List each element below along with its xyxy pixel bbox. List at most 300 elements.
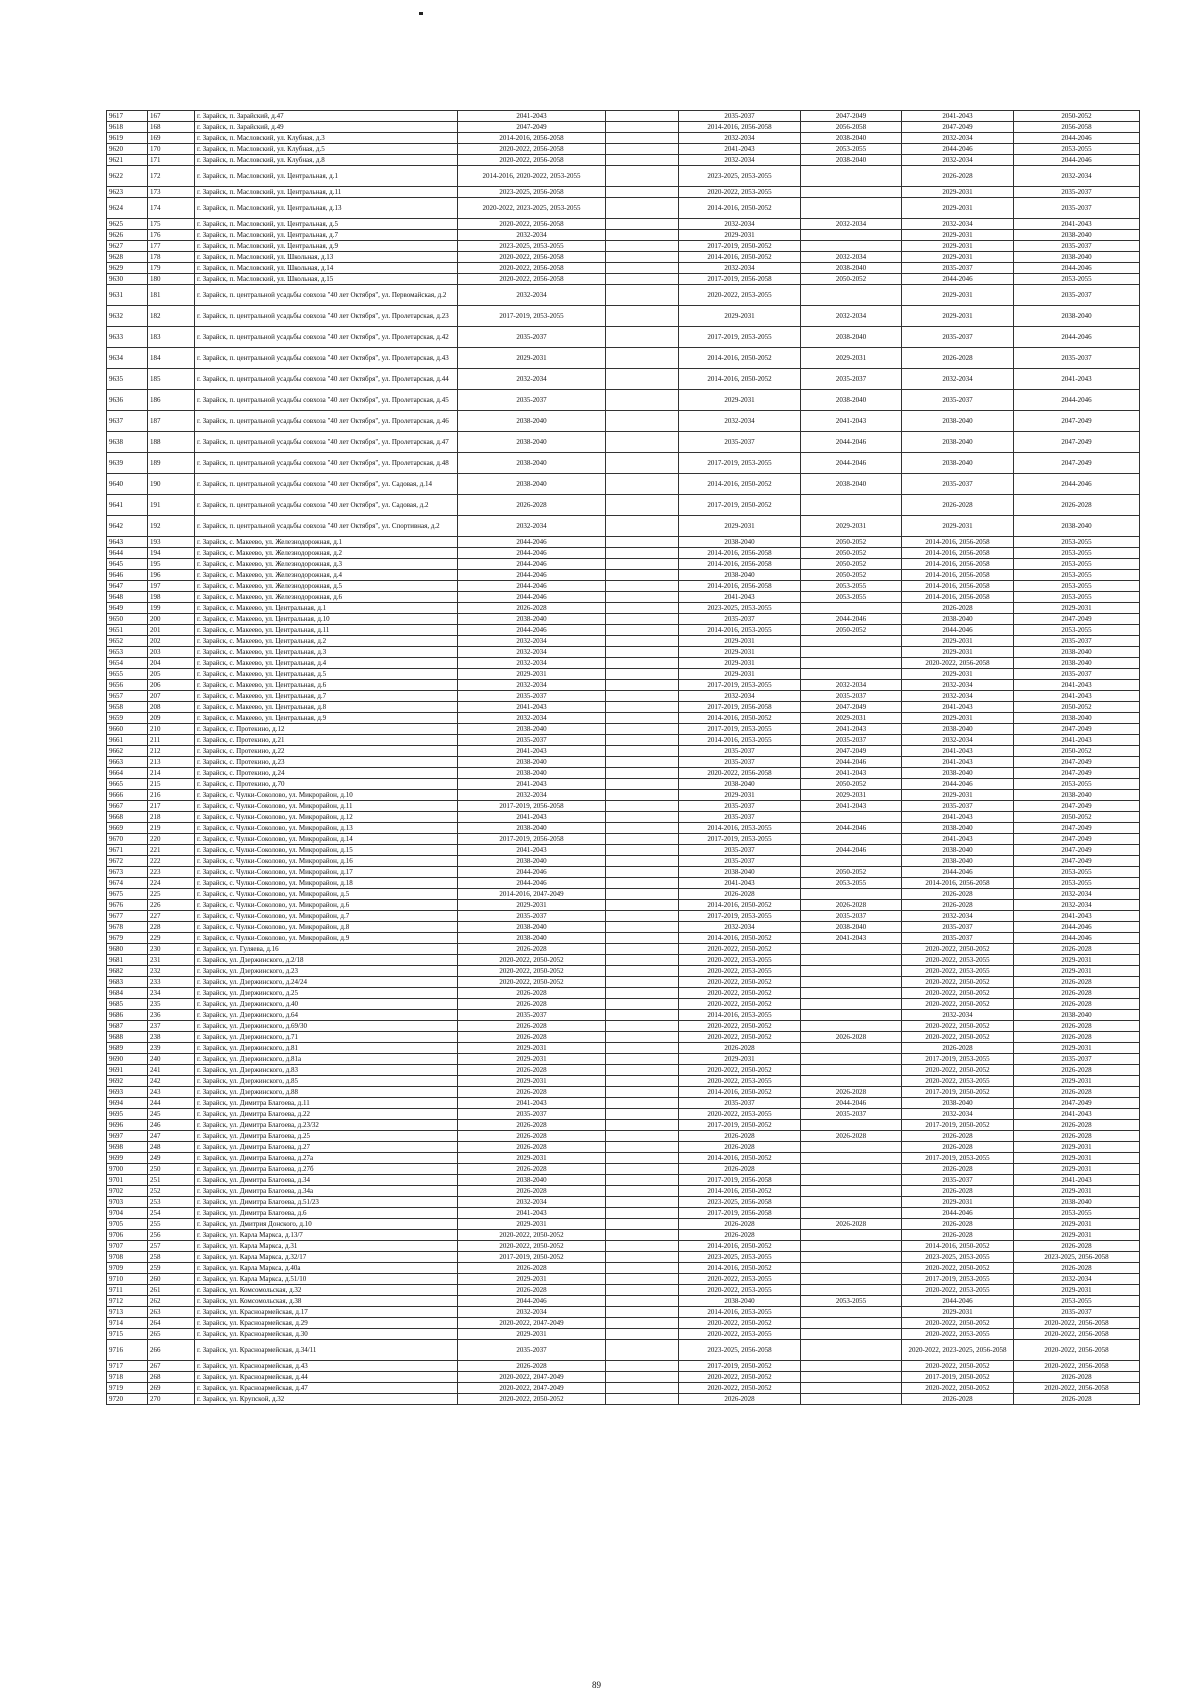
cell-period-col-6: 2038-2040	[1014, 790, 1140, 801]
cell-period-col-2	[606, 1043, 679, 1054]
cell-period-col-1: 2038-2040	[458, 823, 606, 834]
cell-period-col-6: 2029-2031	[1014, 1164, 1140, 1175]
cell-item-number: 185	[148, 369, 195, 390]
cell-item-number: 190	[148, 474, 195, 495]
cell-period-col-2	[606, 911, 679, 922]
cell-period-col-1: 2038-2040	[458, 432, 606, 453]
cell-item-number: 268	[148, 1372, 195, 1383]
cell-period-col-3: 2017-2019, 2056-2058	[679, 1175, 801, 1186]
cell-period-col-3: 2035-2037	[679, 812, 801, 823]
cell-period-col-1: 2026-2028	[458, 1021, 606, 1032]
cell-address: г. Зарайск, ул. Дзержинского, д.88	[195, 1087, 458, 1098]
cell-period-col-2	[606, 1208, 679, 1219]
cell-period-col-1: 2035-2037	[458, 1010, 606, 1021]
cell-period-col-2	[606, 658, 679, 669]
cell-item-number: 188	[148, 432, 195, 453]
cell-period-col-4: 2047-2049	[801, 111, 902, 122]
cell-period-col-2	[606, 636, 679, 647]
cell-item-number: 210	[148, 724, 195, 735]
cell-address: г. Зарайск, с. Макеево, ул. Центральная, д.5	[195, 669, 458, 680]
cell-period-col-3: 2035-2037	[679, 845, 801, 856]
cell-item-number: 209	[148, 713, 195, 724]
cell-period-col-6: 2047-2049	[1014, 614, 1140, 625]
table-row	[107, 823, 1140, 834]
cell-period-col-5: 2032-2034	[902, 133, 1014, 144]
cell-period-col-3: 2014-2016, 2050-2052	[679, 369, 801, 390]
cell-period-col-5: 2020-2022, 2056-2058	[902, 658, 1014, 669]
cell-period-col-1: 2026-2028	[458, 1131, 606, 1142]
cell-period-col-6: 2044-2046	[1014, 327, 1140, 348]
cell-period-col-2	[606, 1032, 679, 1043]
cell-period-col-5: 2017-2019, 2050-2052	[902, 1372, 1014, 1383]
table-row	[107, 1186, 1140, 1197]
table-row	[107, 713, 1140, 724]
cell-period-col-4	[801, 1361, 902, 1372]
cell-row-number: 9670	[107, 834, 148, 845]
cell-address: г. Зарайск, ул. Димитра Благоева, д.23/32	[195, 1120, 458, 1131]
cell-period-col-1: 2038-2040	[458, 856, 606, 867]
cell-period-col-4: 2050-2052	[801, 559, 902, 570]
cell-address: г. Зарайск, ул. Димитра Благоева, д.11	[195, 1098, 458, 1109]
cell-address: г. Зарайск, с. Макеево, ул. Центральная, д.2	[195, 636, 458, 647]
cell-address: г. Зарайск, с. Чулки-Соколово, ул. Микрорайон, д.16	[195, 856, 458, 867]
cell-period-col-4	[801, 647, 902, 658]
cell-period-col-5: 2026-2028	[902, 889, 1014, 900]
cell-period-col-5: 2020-2022, 2050-2052	[902, 977, 1014, 988]
cell-period-col-3: 2017-2019, 2053-2055	[679, 453, 801, 474]
cell-period-col-2	[606, 966, 679, 977]
cell-period-col-1: 2014-2016, 2047-2049	[458, 889, 606, 900]
cell-period-col-2	[606, 603, 679, 614]
cell-row-number: 9708	[107, 1252, 148, 1263]
cell-period-col-2	[606, 570, 679, 581]
cell-period-col-1: 2029-2031	[458, 348, 606, 369]
cell-period-col-3: 2035-2037	[679, 746, 801, 757]
cell-period-col-3: 2038-2040	[679, 537, 801, 548]
cell-period-col-5: 2026-2028	[902, 495, 1014, 516]
cell-period-col-6: 2050-2052	[1014, 702, 1140, 713]
cell-address: г. Зарайск, п. Масловский, ул. Школьная, д.14	[195, 263, 458, 274]
cell-period-col-4: 2044-2046	[801, 1098, 902, 1109]
table-row	[107, 1098, 1140, 1109]
cell-period-col-5: 2032-2034	[902, 911, 1014, 922]
cell-period-col-3: 2014-2016, 2050-2052	[679, 1241, 801, 1252]
cell-row-number: 9692	[107, 1076, 148, 1087]
cell-row-number: 9637	[107, 411, 148, 432]
cell-row-number: 9716	[107, 1340, 148, 1361]
cell-period-col-2	[606, 1296, 679, 1307]
cell-period-col-3: 2020-2022, 2050-2052	[679, 1318, 801, 1329]
cell-period-col-2	[606, 348, 679, 369]
cell-period-col-5: 2017-2019, 2050-2052	[902, 1120, 1014, 1131]
cell-period-col-5: 2038-2040	[902, 453, 1014, 474]
cell-period-col-6: 2029-2031	[1014, 1076, 1140, 1087]
cell-row-number: 9632	[107, 306, 148, 327]
cell-period-col-1: 2026-2028	[458, 495, 606, 516]
cell-item-number: 222	[148, 856, 195, 867]
cell-period-col-2	[606, 691, 679, 702]
cell-period-col-6: 2026-2028	[1014, 1065, 1140, 1076]
cell-period-col-1: 2026-2028	[458, 1087, 606, 1098]
cell-period-col-4: 2035-2037	[801, 911, 902, 922]
cell-period-col-3: 2020-2022, 2053-2055	[679, 187, 801, 198]
cell-period-col-5: 2014-2016, 2056-2058	[902, 581, 1014, 592]
cell-period-col-1: 2038-2040	[458, 933, 606, 944]
cell-period-col-5: 2020-2022, 2050-2052	[902, 988, 1014, 999]
cell-period-col-3: 2014-2016, 2050-2052	[679, 348, 801, 369]
cell-address: г. Зарайск, ул. Дзержинского, д.2/18	[195, 955, 458, 966]
cell-row-number: 9646	[107, 570, 148, 581]
table-row	[107, 1340, 1140, 1361]
cell-row-number: 9617	[107, 111, 148, 122]
cell-period-col-3: 2032-2034	[679, 922, 801, 933]
cell-period-col-4: 2035-2037	[801, 369, 902, 390]
cell-period-col-5: 2032-2034	[902, 1109, 1014, 1120]
cell-period-col-5: 2035-2037	[902, 263, 1014, 274]
cell-period-col-6: 2035-2037	[1014, 187, 1140, 198]
cell-row-number: 9672	[107, 856, 148, 867]
cell-address: г. Зарайск, ул. Димитра Благоева, д.34	[195, 1175, 458, 1186]
cell-period-col-2	[606, 1065, 679, 1076]
cell-period-col-4	[801, 977, 902, 988]
cell-item-number: 201	[148, 625, 195, 636]
table-row	[107, 537, 1140, 548]
table-row	[107, 999, 1140, 1010]
cell-period-col-6: 2032-2034	[1014, 900, 1140, 911]
cell-period-col-4: 2050-2052	[801, 867, 902, 878]
cell-period-col-5: 2041-2043	[902, 746, 1014, 757]
cell-period-col-4	[801, 1329, 902, 1340]
cell-period-col-6: 2029-2031	[1014, 1043, 1140, 1054]
cell-period-col-6: 2029-2031	[1014, 1186, 1140, 1197]
cell-period-col-6: 2020-2022, 2056-2058	[1014, 1383, 1140, 1394]
cell-item-number: 237	[148, 1021, 195, 1032]
cell-period-col-3: 2032-2034	[679, 219, 801, 230]
cell-address: г. Зарайск, ул. Красноармейская, д.34/11	[195, 1340, 458, 1361]
cell-item-number: 172	[148, 166, 195, 187]
cell-period-col-2	[606, 1109, 679, 1120]
cell-row-number: 9640	[107, 474, 148, 495]
cell-period-col-3: 2020-2022, 2050-2052	[679, 1065, 801, 1076]
cell-address: г. Зарайск, с. Чулки-Соколово, ул. Микрорайон, д.10	[195, 790, 458, 801]
cell-period-col-5: 2029-2031	[902, 713, 1014, 724]
cell-period-col-3: 2026-2028	[679, 889, 801, 900]
cell-period-col-1: 2026-2028	[458, 944, 606, 955]
table-row	[107, 1230, 1140, 1241]
cell-item-number: 227	[148, 911, 195, 922]
cell-period-col-6: 2032-2034	[1014, 889, 1140, 900]
cell-address: г. Зарайск, п. Масловский, ул. Центральная, д.7	[195, 230, 458, 241]
cell-period-col-5: 2026-2028	[902, 1230, 1014, 1241]
cell-period-col-5: 2026-2028	[902, 1131, 1014, 1142]
table-row	[107, 581, 1140, 592]
cell-period-col-5: 2032-2034	[902, 369, 1014, 390]
cell-row-number: 9627	[107, 241, 148, 252]
cell-item-number: 183	[148, 327, 195, 348]
cell-period-col-4	[801, 1010, 902, 1021]
cell-item-number: 250	[148, 1164, 195, 1175]
cell-row-number: 9709	[107, 1263, 148, 1274]
cell-period-col-3: 2014-2016, 2056-2058	[679, 548, 801, 559]
cell-period-col-5: 2020-2022, 2050-2052	[902, 1383, 1014, 1394]
cell-period-col-4: 2026-2028	[801, 1087, 902, 1098]
cell-period-col-6: 2020-2022, 2056-2058	[1014, 1340, 1140, 1361]
table-row	[107, 144, 1140, 155]
cell-period-col-4: 2044-2046	[801, 757, 902, 768]
cell-period-col-3: 2026-2028	[679, 1164, 801, 1175]
cell-period-col-6: 2053-2055	[1014, 274, 1140, 285]
cell-period-col-3: 2020-2022, 2053-2055	[679, 1329, 801, 1340]
table-row	[107, 1010, 1140, 1021]
cell-period-col-3: 2017-2019, 2056-2058	[679, 1208, 801, 1219]
table-row	[107, 1043, 1140, 1054]
cell-item-number: 252	[148, 1186, 195, 1197]
cell-period-col-2	[606, 252, 679, 263]
cell-period-col-6: 2047-2049	[1014, 845, 1140, 856]
cell-period-col-4	[801, 1230, 902, 1241]
table-row	[107, 1361, 1140, 1372]
cell-period-col-1: 2020-2022, 2056-2058	[458, 144, 606, 155]
cell-period-col-3: 2032-2034	[679, 411, 801, 432]
cell-item-number: 174	[148, 198, 195, 219]
cell-period-col-6: 2053-2055	[1014, 867, 1140, 878]
cell-period-col-6: 2050-2052	[1014, 812, 1140, 823]
cell-period-col-1: 2026-2028	[458, 1186, 606, 1197]
cell-address: г. Зарайск, ул. Димитра Благоева, д.27	[195, 1142, 458, 1153]
cell-period-col-1: 2041-2043	[458, 812, 606, 823]
cell-period-col-4: 2050-2052	[801, 570, 902, 581]
cell-address: г. Зарайск, с. Макеево, ул. Центральная, д.3	[195, 647, 458, 658]
cell-period-col-5: 2029-2031	[902, 647, 1014, 658]
cell-period-col-4: 2038-2040	[801, 155, 902, 166]
cell-period-col-6: 2047-2049	[1014, 823, 1140, 834]
cell-period-col-1: 2026-2028	[458, 1361, 606, 1372]
cell-period-col-4	[801, 166, 902, 187]
cell-period-col-5: 2020-2022, 2053-2055	[902, 966, 1014, 977]
cell-address: г. Зарайск, с. Протекино, д.22	[195, 746, 458, 757]
cell-period-col-6: 2044-2046	[1014, 390, 1140, 411]
cell-address: г. Зарайск, ул. Гуляева, д.16	[195, 944, 458, 955]
table-row	[107, 691, 1140, 702]
cell-period-col-4: 2050-2052	[801, 548, 902, 559]
cell-period-col-6: 2047-2049	[1014, 801, 1140, 812]
cell-row-number: 9712	[107, 1296, 148, 1307]
cell-period-col-3: 2014-2016, 2050-2052	[679, 933, 801, 944]
cell-period-col-5: 2020-2022, 2053-2055	[902, 955, 1014, 966]
cell-period-col-2	[606, 219, 679, 230]
cell-row-number: 9703	[107, 1197, 148, 1208]
cell-item-number: 212	[148, 746, 195, 757]
cell-row-number: 9685	[107, 999, 148, 1010]
cell-period-col-6: 2044-2046	[1014, 133, 1140, 144]
cell-period-col-1: 2038-2040	[458, 922, 606, 933]
cell-row-number: 9631	[107, 285, 148, 306]
cell-row-number: 9707	[107, 1241, 148, 1252]
cell-period-col-6: 2047-2049	[1014, 757, 1140, 768]
cell-row-number: 9675	[107, 889, 148, 900]
cell-period-col-5: 2044-2046	[902, 625, 1014, 636]
cell-item-number: 258	[148, 1252, 195, 1263]
cell-period-col-5: 2026-2028	[902, 1043, 1014, 1054]
cell-address: г. Зарайск, с. Чулки-Соколово, ул. Микрорайон, д.6	[195, 900, 458, 911]
table-row	[107, 285, 1140, 306]
cell-period-col-3: 2026-2028	[679, 1142, 801, 1153]
cell-period-col-3: 2035-2037	[679, 1098, 801, 1109]
cell-period-col-5: 2026-2028	[902, 348, 1014, 369]
cell-period-col-5: 2014-2016, 2056-2058	[902, 570, 1014, 581]
table-row	[107, 1175, 1140, 1186]
cell-period-col-3: 2020-2022, 2050-2052	[679, 944, 801, 955]
cell-address: г. Зарайск, п. центральной усадьбы совхоза "40 лет Октября", ул. Пролетарская, д.43	[195, 348, 458, 369]
cell-period-col-1: 2038-2040	[458, 614, 606, 625]
cell-period-col-4: 2047-2049	[801, 746, 902, 757]
cell-row-number: 9641	[107, 495, 148, 516]
cell-address: г. Зарайск, с. Чулки-Соколово, ул. Микрорайон, д.5	[195, 889, 458, 900]
cell-period-col-1: 2041-2043	[458, 111, 606, 122]
cell-period-col-1: 2044-2046	[458, 592, 606, 603]
cell-period-col-1: 2029-2031	[458, 1076, 606, 1087]
cell-item-number: 269	[148, 1383, 195, 1394]
cell-period-col-2	[606, 988, 679, 999]
cell-address: г. Зарайск, п. центральной усадьбы совхоза "40 лет Октября", ул. Садовая, д.2	[195, 495, 458, 516]
cell-address: г. Зарайск, с. Макеево, ул. Центральная, д.9	[195, 713, 458, 724]
cell-address: г. Зарайск, ул. Красноармейская, д.17	[195, 1307, 458, 1318]
cell-row-number: 9704	[107, 1208, 148, 1219]
cell-period-col-4	[801, 1340, 902, 1361]
cell-period-col-3: 2014-2016, 2050-2052	[679, 1263, 801, 1274]
cell-row-number: 9669	[107, 823, 148, 834]
cell-period-col-5: 2029-2031	[902, 198, 1014, 219]
cell-period-col-2	[606, 999, 679, 1010]
scan-dot-mark	[419, 12, 423, 15]
cell-period-col-5: 2041-2043	[902, 812, 1014, 823]
cell-period-col-5: 2017-2019, 2050-2052	[902, 1087, 1014, 1098]
cell-item-number: 251	[148, 1175, 195, 1186]
cell-address: г. Зарайск, с. Макеево, ул. Железнодорожная, д.4	[195, 570, 458, 581]
cell-period-col-5: 2029-2031	[902, 285, 1014, 306]
cell-address: г. Зарайск, п. центральной усадьбы совхоза "40 лет Октября", ул. Пролетарская, д.48	[195, 453, 458, 474]
table-row	[107, 1219, 1140, 1230]
cell-period-col-4: 2053-2055	[801, 581, 902, 592]
cell-item-number: 208	[148, 702, 195, 713]
cell-item-number: 265	[148, 1329, 195, 1340]
cell-period-col-2	[606, 122, 679, 133]
cell-period-col-3: 2020-2022, 2056-2058	[679, 768, 801, 779]
cell-period-col-3: 2029-2031	[679, 516, 801, 537]
cell-row-number: 9664	[107, 768, 148, 779]
cell-period-col-4: 2026-2028	[801, 1219, 902, 1230]
cell-period-col-3: 2029-2031	[679, 669, 801, 680]
cell-period-col-3: 2020-2022, 2053-2055	[679, 285, 801, 306]
cell-period-col-6: 2053-2055	[1014, 1208, 1140, 1219]
cell-period-col-3: 2017-2019, 2050-2052	[679, 1361, 801, 1372]
cell-address: г. Зарайск, п. центральной усадьбы совхоза "40 лет Октября", ул. Пролетарская, д.23	[195, 306, 458, 327]
cell-period-col-3: 2038-2040	[679, 1296, 801, 1307]
cell-period-col-4: 2050-2052	[801, 537, 902, 548]
cell-period-col-6: 2026-2028	[1014, 1263, 1140, 1274]
cell-period-col-2	[606, 614, 679, 625]
cell-period-col-3: 2035-2037	[679, 856, 801, 867]
cell-period-col-1: 2029-2031	[458, 1274, 606, 1285]
cell-period-col-4: 2044-2046	[801, 614, 902, 625]
table-row	[107, 834, 1140, 845]
cell-item-number: 246	[148, 1120, 195, 1131]
cell-address: г. Зарайск, п. центральной усадьбы совхоза "40 лет Октября", ул. Садовая, д.14	[195, 474, 458, 495]
cell-period-col-5: 2032-2034	[902, 219, 1014, 230]
cell-item-number: 173	[148, 187, 195, 198]
cell-item-number: 221	[148, 845, 195, 856]
cell-period-col-5: 2032-2034	[902, 155, 1014, 166]
table-row	[107, 1065, 1140, 1076]
cell-period-col-1: 2041-2043	[458, 1208, 606, 1219]
cell-period-col-2	[606, 155, 679, 166]
table-row	[107, 790, 1140, 801]
cell-period-col-5: 2044-2046	[902, 867, 1014, 878]
cell-period-col-4: 2026-2028	[801, 1131, 902, 1142]
cell-period-col-1: 2032-2034	[458, 285, 606, 306]
cell-period-col-1: 2029-2031	[458, 1054, 606, 1065]
cell-item-number: 226	[148, 900, 195, 911]
cell-period-col-3: 2029-2031	[679, 647, 801, 658]
cell-period-col-1: 2035-2037	[458, 1340, 606, 1361]
cell-period-col-3: 2020-2022, 2050-2052	[679, 1383, 801, 1394]
cell-period-col-4	[801, 1043, 902, 1054]
cell-period-col-1: 2020-2022, 2050-2052	[458, 1230, 606, 1241]
cell-period-col-6: 2032-2034	[1014, 1274, 1140, 1285]
cell-item-number: 232	[148, 966, 195, 977]
cell-period-col-4: 2047-2049	[801, 702, 902, 713]
cell-period-col-4	[801, 1394, 902, 1405]
cell-period-col-6: 2050-2052	[1014, 746, 1140, 757]
cell-period-col-1: 2032-2034	[458, 658, 606, 669]
cell-row-number: 9621	[107, 155, 148, 166]
cell-period-col-2	[606, 1087, 679, 1098]
cell-period-col-5: 2020-2022, 2050-2052	[902, 1065, 1014, 1076]
cell-period-col-1: 2035-2037	[458, 691, 606, 702]
cell-period-col-6: 2026-2028	[1014, 999, 1140, 1010]
cell-period-col-5: 2029-2031	[902, 230, 1014, 241]
cell-period-col-2	[606, 1372, 679, 1383]
cell-period-col-1: 2020-2022, 2050-2052	[458, 966, 606, 977]
cell-row-number: 9682	[107, 966, 148, 977]
table-row	[107, 1197, 1140, 1208]
cell-period-col-6: 2035-2037	[1014, 198, 1140, 219]
cell-address: г. Зарайск, ул. Дзержинского, д.25	[195, 988, 458, 999]
cell-period-col-5: 2017-2019, 2053-2055	[902, 1153, 1014, 1164]
cell-period-col-6: 2038-2040	[1014, 252, 1140, 263]
cell-row-number: 9706	[107, 1230, 148, 1241]
table-row	[107, 1208, 1140, 1219]
cell-row-number: 9648	[107, 592, 148, 603]
cell-period-col-2	[606, 369, 679, 390]
cell-period-col-2	[606, 1098, 679, 1109]
table-row	[107, 570, 1140, 581]
cell-period-col-2	[606, 845, 679, 856]
cell-period-col-2	[606, 1307, 679, 1318]
cell-item-number: 214	[148, 768, 195, 779]
cell-period-col-3: 2020-2022, 2050-2052	[679, 988, 801, 999]
cell-period-col-2	[606, 746, 679, 757]
cell-period-col-3: 2029-2031	[679, 636, 801, 647]
cell-address: г. Зарайск, п. Масловский, ул. Клубная, д.8	[195, 155, 458, 166]
cell-period-col-4: 2029-2031	[801, 516, 902, 537]
cell-address: г. Зарайск, с. Протекино, д.21	[195, 735, 458, 746]
table-row	[107, 658, 1140, 669]
table-row	[107, 1285, 1140, 1296]
table-row	[107, 856, 1140, 867]
cell-period-col-4: 2044-2046	[801, 432, 902, 453]
cell-period-col-2	[606, 1383, 679, 1394]
